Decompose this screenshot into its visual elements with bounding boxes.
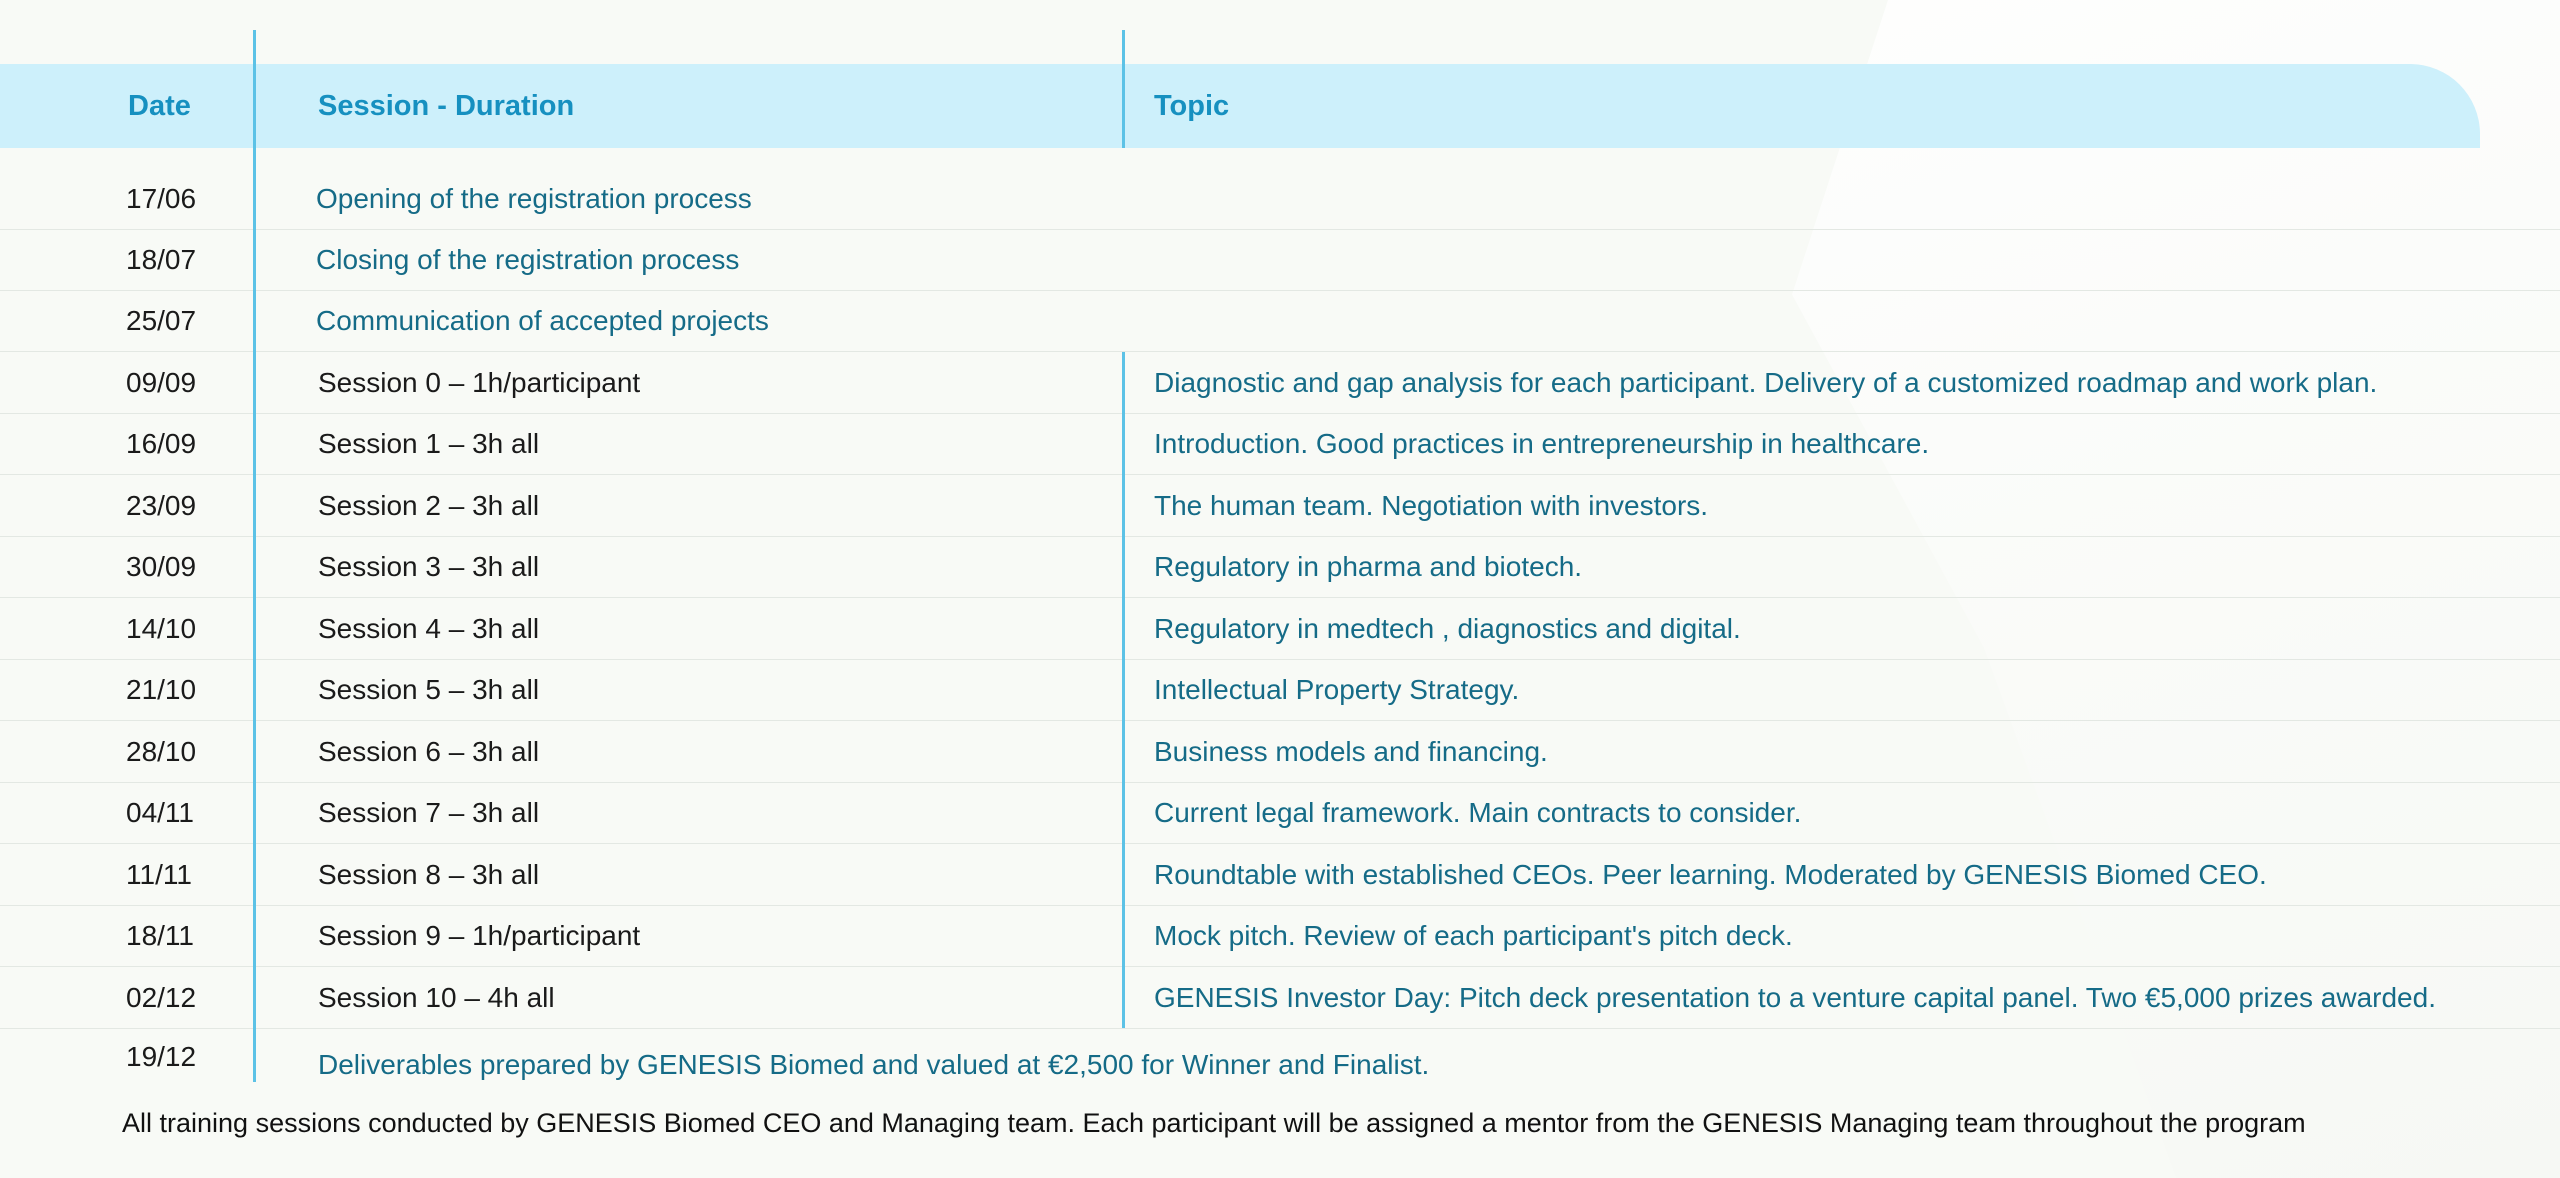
- row-date: 14/10: [126, 613, 197, 644]
- row-milestone: Opening of the registration process: [316, 183, 752, 214]
- row-milestone: Communication of accepted projects: [316, 305, 769, 336]
- row-date: 18/07: [126, 244, 197, 275]
- row-topic: Intellectual Property Strategy.: [1154, 674, 1520, 705]
- row-milestone: Closing of the registration process: [316, 244, 740, 275]
- row-date: 28/10: [126, 736, 197, 767]
- table-row: [0, 905, 2560, 967]
- row-date: 02/12: [126, 982, 197, 1013]
- row-topic: Mock pitch. Review of each participant's pitch deck.: [1154, 920, 1793, 951]
- table-row: [0, 1028, 2560, 1094]
- row-milestone: Deliverables prepared by GENESIS Biomed and valued at €2,500 for Winner and Finalist.: [318, 1049, 1430, 1080]
- row-session: Session 8 – 3h all: [318, 859, 540, 890]
- header-session-duration: Session - Duration: [318, 90, 575, 122]
- row-topic: Current legal framework. Main contracts to consider.: [1154, 797, 1802, 828]
- table-row: [0, 782, 2560, 844]
- row-date: 23/09: [126, 490, 197, 521]
- header-topic: Topic: [1154, 90, 1230, 122]
- column-divider-topic-header: [1122, 30, 1125, 148]
- header-date: Date: [128, 90, 191, 122]
- row-date: 25/07: [126, 305, 197, 336]
- row-topic: Introduction. Good practices in entrepreneurship in healthcare.: [1154, 428, 1930, 459]
- table-row: [0, 168, 2560, 230]
- table-row: [0, 659, 2560, 721]
- table-row: [0, 967, 2560, 1029]
- row-session: Session 9 – 1h/participant: [318, 920, 641, 951]
- row-session: Session 1 – 3h all: [318, 428, 540, 459]
- row-date: 18/11: [126, 920, 194, 951]
- row-session: Session 2 – 3h all: [318, 490, 540, 521]
- table-row: [0, 352, 2560, 414]
- table-row: [0, 844, 2560, 906]
- table-row: [0, 536, 2560, 598]
- row-session: Session 4 – 3h all: [318, 613, 540, 644]
- table-row: [0, 475, 2560, 537]
- row-topic: GENESIS Investor Day: Pitch deck presentation to a venture capital panel. Two €5,000 prizes awarded.: [1154, 982, 2436, 1013]
- table-row: [0, 290, 2560, 352]
- row-session: Session 0 – 1h/participant: [318, 367, 641, 398]
- row-date: 09/09: [126, 367, 197, 398]
- row-topic: The human team. Negotiation with investors.: [1154, 490, 1709, 521]
- row-date: 21/10: [126, 674, 197, 705]
- row-date: 04/11: [126, 797, 194, 828]
- row-topic: Regulatory in medtech , diagnostics and digital.: [1154, 613, 1741, 644]
- row-date: 11/11: [126, 859, 192, 890]
- table-row: [0, 721, 2560, 783]
- row-session: Session 10 – 4h all: [318, 982, 555, 1013]
- footnote: All training sessions conducted by GENESIS Biomed CEO and Managing team. Each participant will be assigned a mentor from the GENESIS Managing team throughout the program: [122, 1108, 2306, 1138]
- column-divider-topic: [1122, 352, 1125, 1028]
- row-date: 17/06: [126, 183, 197, 214]
- row-session: Session 7 – 3h all: [318, 797, 540, 828]
- row-session: Session 3 – 3h all: [318, 551, 540, 582]
- row-topic: Business models and financing.: [1154, 736, 1548, 767]
- row-topic: Diagnostic and gap analysis for each participant. Delivery of a customized roadmap and work plan.: [1154, 367, 2378, 398]
- row-date: 30/09: [126, 551, 197, 582]
- table-row: [0, 229, 2560, 291]
- row-session: Session 5 – 3h all: [318, 674, 540, 705]
- row-topic: Roundtable with established CEOs. Peer learning. Moderated by GENESIS Biomed CEO.: [1154, 859, 2267, 890]
- column-divider-date: [253, 30, 256, 1082]
- row-session: Session 6 – 3h all: [318, 736, 540, 767]
- table-row: [0, 413, 2560, 475]
- row-date: 16/09: [126, 428, 197, 459]
- row-date: 19/12: [126, 1041, 197, 1072]
- table-row: [0, 598, 2560, 660]
- row-topic: Regulatory in pharma and biotech.: [1154, 551, 1583, 582]
